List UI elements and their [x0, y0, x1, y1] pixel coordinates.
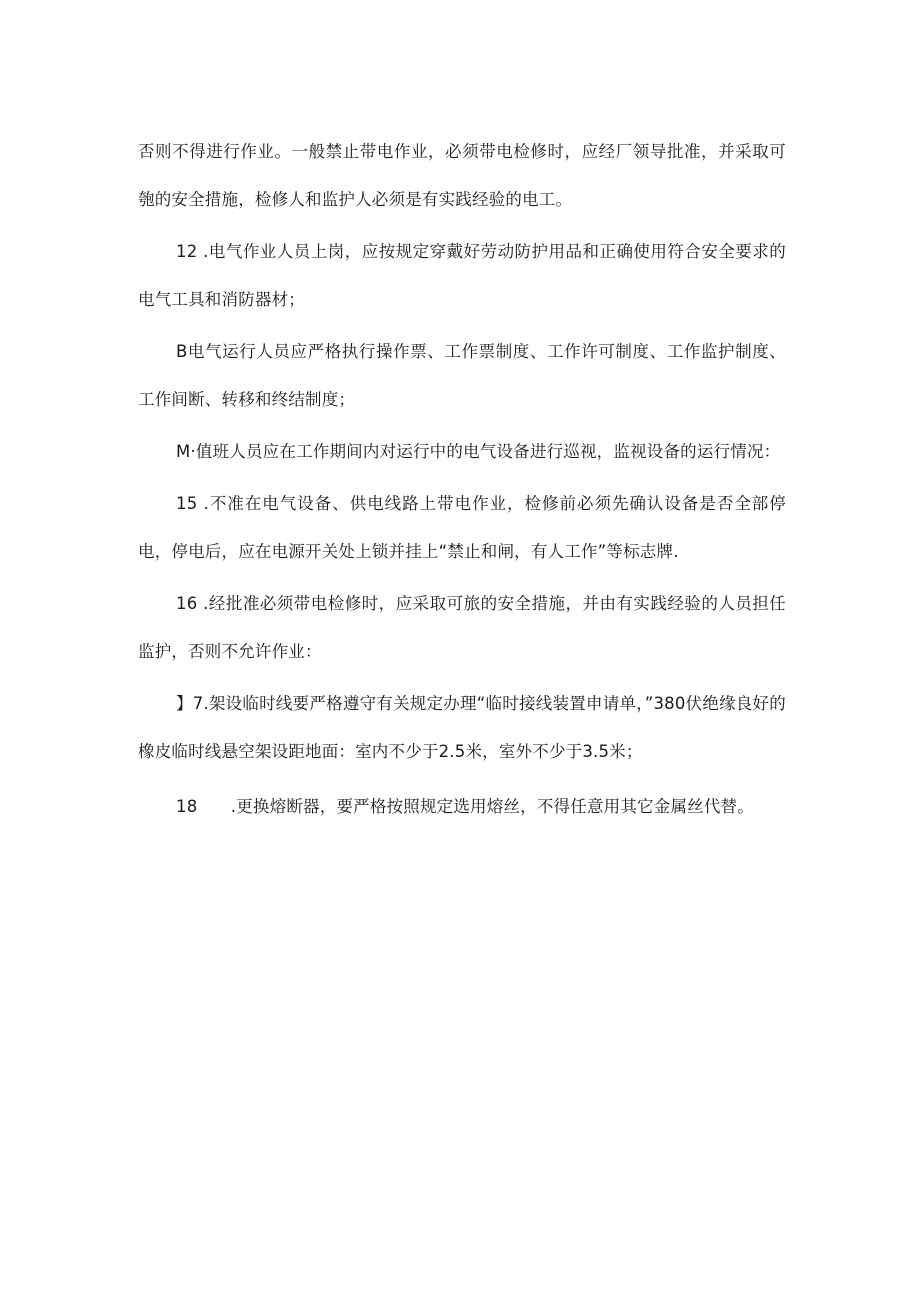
paragraph-item-16: 16 .经批准必须带电检修时，应采取可旅的安全措施，并由有实践经验的人员担任监护，否则不允许作业：	[138, 594, 786, 661]
paragraph-item-13: B电气运行人员应严格执行操作票、工作票制度、工作许可制度、工作监护制度、工作间断、转移和终结制度；	[138, 342, 786, 409]
paragraph-item-18: 18 .更换熔断器，要严格按照规定选用熔丝，不得任意用其它金属丝代替。	[176, 797, 754, 816]
paragraph-item-14: M·值班人员应在工作期间内对运行中的电气设备进行巡视，监视设备的运行情况：	[176, 442, 781, 461]
paragraph-continuation: 否则不得进行作业。一般禁止带电作业，必须带电检修时，应经厂领导批准，并采取可匏的安全措施，检修人和监护人必须是有实践经验的电工。	[138, 142, 786, 209]
paragraph-item-17: 】7.架设临时线要严格遵守有关规定办理“临时接线装置申请单，”380伏绝缘良好的橡皮临时线悬空架设距地面：室内不少于2.5米，室外不少于3.5米；	[138, 694, 786, 761]
paragraph-item-12: 12 .电气作业人员上岗，应按规定穿戴好劳动防护用品和正确使用符合安全要求的电气工具和消防器材；	[138, 242, 786, 309]
document-body	[138, 128, 786, 824]
paragraph-item-15: 15 .不准在电气设备、供电线路上带电作业，检修前必须先确认设备是否全部停电，停电后，应在电源开关处上锁并挂上“禁止和闸，有人工作”等标志牌.	[138, 494, 786, 561]
